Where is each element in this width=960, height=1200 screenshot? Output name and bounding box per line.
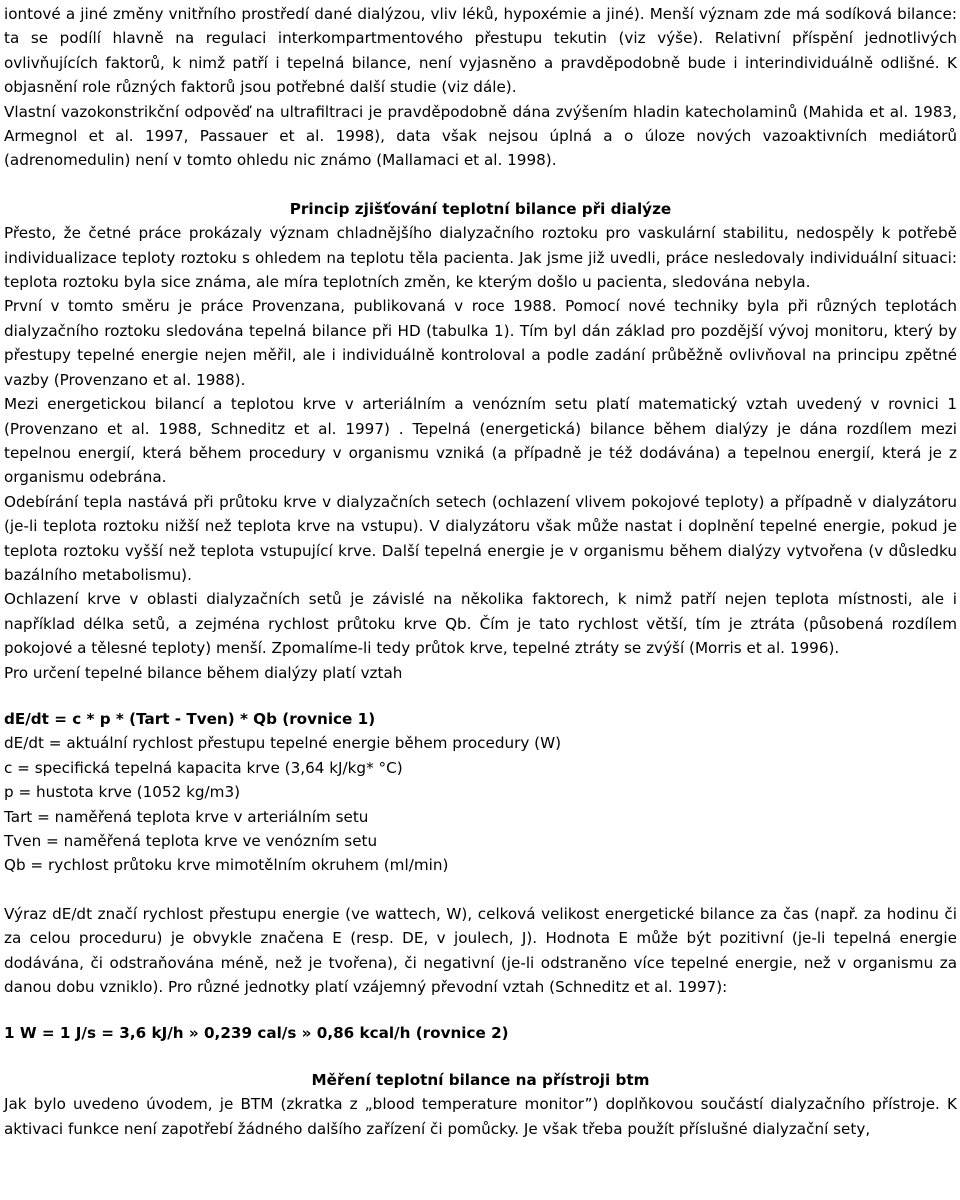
paragraph-expression: Výraz dE/dt značí rychlost přestupu energie (ve wattech, W), celková velikost energetické bilance za čas (např. za hodinu či za celou proceduru) je obvykle značena E (resp. DE, v joulech, J). Hodnota E může být pozitivní (je-li tepelná energie dodávána, či odstraňována méně, než je tvořena), či negativní (je-li odstraněno více tepelné energie, než v organismu za danou dobu vzniklo). Pro různé jednotky platí vzájemný převodní vztah (Schneditz et al. 1997):	[4, 904, 957, 997]
paragraph-intro: iontové a jiné změny vnitřního prostředí dané dialýzou, vliv léků, hypoxémie a jiné). Menší význam zde má sodíková bilance: ta se podílí hlavně na regulaci interkompartmentového přestupu tekutin (viz výše). Relativní příspění jednotlivých ovlivňujících faktorů, k nimž patří i tepelná bilance, není vyjasněno a pravděpodobně bude i interindividuálně odlišné. K objasnění role různých faktorů jsou potřebné další studie (viz dále).	[4, 5, 957, 97]
paragraph-vasoconstriction: Vlastní vazokonstrikční odpověď na ultrafiltraci je pravděpodobně dána zvýšením hladin katecholaminů (Mahida et al. 1983, Armegnol et al. 1997, Passauer et al. 1998), data však nejsou úplná a o úloze nových vazoaktivních mediátorů (adrenomedulin) není v tomto ohledu nic známo (Mallamaci et al. 1998).	[4, 102, 957, 170]
equation-1: dE/dt = c * p * (Tart - Tven) * Qb (rovnice 1)	[4, 709, 376, 728]
paragraph-principle-6: Pro určení tepelné bilance během dialýzy platí vztah	[4, 663, 403, 682]
spacer	[4, 685, 957, 707]
paragraph-principle-4: Odebírání tepla nastává při průtoku krve v dialyzačních setech (ochlazení vlivem pokojové teploty) a případně v dialyzátoru (je-li teplota roztoku nižší než teplota krve na vstupu). V dialyzátoru však může nastat i doplnění tepelné energie, pokud je teplota roztoku vyšší než teplota vstupující krve. Další tepelná energie je v organismu během dialýzy vytvořena (v důsledku bazálního metabolismu).	[4, 492, 957, 584]
definition-line: p = hustota krve (1052 kg/m3)	[4, 783, 241, 802]
definition-line: c = specifická tepelná kapacita krve (3,64 kJ/kg* °C)	[4, 758, 403, 777]
definition-line: Qb = rychlost průtoku krve mimotělním okruhem (ml/min)	[4, 856, 449, 875]
definition-line: Tart = naměřená teplota krve v arteriálním setu	[4, 807, 369, 826]
paragraph-principle-2: První v tomto směru je práce Provenzana, publikovaná v roce 1988. Pomocí nové techniky byla při různých teplotách dialyzačního roztoku sledována tepelná bilance při HD (tabulka 1). Tím byl dán základ pro pozdější vývoj monitoru, který by přestupy tepelné energie nejen měřil, ale i individuálně kontroloval a podle zadání průběžně ovlivňoval na principu zpětné vazby (Provenzano et al. 1988).	[4, 297, 957, 389]
spacer	[4, 173, 957, 197]
section-heading-measurement: Měření teplotní bilance na přístroji btm	[311, 1070, 650, 1089]
definition-line: Tven = naměřená teplota krve ve venózním setu	[4, 832, 378, 850]
paragraph-principle-5: Ochlazení krve v oblasti dialyzačních setů je závislé na několika faktorech, k nimž patří nejen teplota místnosti, ale i například délka setů, a zejména rychlost průtoku krve Qb. Čím je tato rychlost větší, tím je ztráta (působená rozdílem pokojové a tělesné teploty) menší. Zpomalíme-li tedy průtok krve, tepelné ztráty se zvýší (Morris et al. 1996).	[4, 590, 957, 658]
spacer	[4, 878, 957, 902]
spacer	[4, 999, 957, 1021]
equation-2: 1 W = 1 J/s = 3,6 kJ/h » 0,239 cal/s » 0,86 kcal/h (rovnice 2)	[4, 1024, 509, 1043]
spacer	[4, 1046, 957, 1068]
section-heading-principle: Princip zjišťování teplotní bilance při dialýze	[289, 199, 672, 218]
paragraph-principle-3: Mezi energetickou bilancí a teplotou krve v arteriálním a venózním setu platí matematický vztah uvedený v rovnici 1 (Provenzano et al. 1988, Schneditz et al. 1997) . Tepelná (energetická) bilance během dialýzy je dána rozdílem mezi tepelnou energií, která během procedury v organismu vzniká (a případně je též dodávána) a tepelnou energií, která je z organismu odebrána.	[4, 395, 957, 487]
paragraph-measurement: Jak bylo uvedeno úvodem, je BTM (zkratka z „blood temperature monitor”) doplňkovou součástí dialyzačního přístroje. K aktivaci funkce není zapotřebí žádného dalšího zařízení či pomůcky. Je však třeba použít příslušné dialyzační sety,	[4, 1095, 957, 1138]
definition-line: dE/dt = aktuální rychlost přestupu tepelné energie během procedury (W)	[4, 734, 562, 753]
paragraph-principle-1: Přesto, že četné práce prokázaly význam chladnějšího dialyzačního roztoku pro vaskulární stabilitu, nedospěly k potřebě individualizace teploty roztoku s ohledem na teplotu těla pacienta. Jak jsme již uvedli, práce nesledovaly individuální situaci: teplota roztoku byla sice známa, ale míra teplotních změn, ke kterým došlo u pacienta, sledována nebyla.	[4, 224, 957, 292]
document-page	[4, 2, 957, 1141]
